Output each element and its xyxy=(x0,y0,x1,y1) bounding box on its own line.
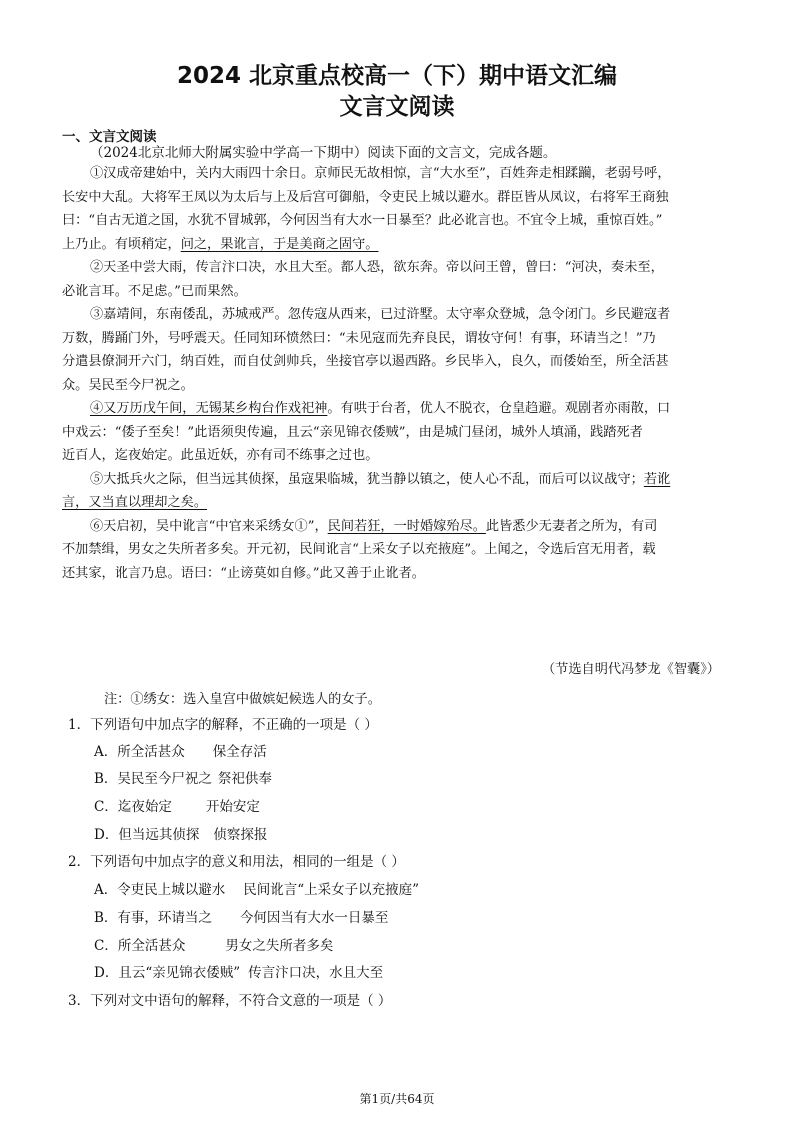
question-stem: 3．下列对文中语句的解释，不符合文意的一项是（ ） xyxy=(68,993,392,1009)
question-option xyxy=(94,767,272,787)
option-explanation: 祭祀供奉 xyxy=(217,771,272,787)
passage-text: 上乃止。有顷稍定， xyxy=(62,236,181,252)
option-explanation: 传言汴口决，水且大至 xyxy=(248,965,384,981)
question-option xyxy=(94,934,333,954)
option-text: A．所全活甚众 xyxy=(94,744,185,760)
passage-line: 近百人，迄夜始定。此虽近妖，亦有司不练事之过也。 xyxy=(62,448,379,463)
question-option xyxy=(94,878,419,898)
passage-line: 不加禁缉，男女之失所者多矣。开元初，民间讹言“上采女子以充掖庭”。上闻之，令选后宫无用者，载 xyxy=(62,542,656,557)
question-option xyxy=(94,740,267,760)
underlined-sentence: 民间若狂，一时婚嫁殆尽。 xyxy=(327,518,486,534)
passage-line xyxy=(62,233,722,257)
option-text: A．令吏民上城以避水 xyxy=(94,882,226,898)
option-explanation: 开始安定 xyxy=(205,799,260,815)
passage-line: 必讹言耳。不足虑。”已而果然。 xyxy=(62,283,247,299)
option-text: D．且云“亲见锦衣倭贼” xyxy=(94,965,241,981)
section-heading: 一、文言文阅读 xyxy=(62,129,157,145)
passage-line: ③嘉靖间，东南倭乱，苏城戒严。忽传寇从西来，已过浒墅。太守率众登城，急令闭门。乡民避寇者 xyxy=(90,307,671,322)
passage-line: 分遣县僚洞开六门，纳百姓，而自仗剑帅兵，坐接官亭以遏西路。乡民毕入，良久，而倭始至，所全活甚 xyxy=(62,354,669,369)
passage-line: ①汉成帝建始中，关内大雨四十余日。京师民无故相惊，言“大水至”，百姓奔走相蹂躏，老弱号呼， xyxy=(90,166,671,181)
section-intro: （2024北京北师大附属实验中学高一下期中）阅读下面的文言文，完成各题。 xyxy=(90,145,557,161)
passage-line: 长安中大乱。大将军王凤以为太后与上及后宫可御船，令吏民上城以避水。群臣皆从凤议，右将军王商独 xyxy=(62,189,669,205)
underlined-sentence: 问之，果讹言，于是美商之固守。 xyxy=(180,236,379,252)
question-option xyxy=(94,961,383,981)
underlined-sentence: 若讹 xyxy=(643,471,671,487)
option-explanation: 侦察探报 xyxy=(213,827,268,843)
option-explanation: 民间讹言“上采女子以充掖庭” xyxy=(243,882,420,898)
option-explanation: 男女之失所者多矣 xyxy=(225,938,334,954)
passage-line: ②天圣中尝大雨，传言汴口决，水且大至。都人恐，欲东奔。帝以问王曾，曾曰：“河决，奏未至， xyxy=(90,260,664,275)
passage-note: 注：①绣女：选入皇宫中做嫔妃候选人的女子。 xyxy=(104,692,381,707)
passage-line: 曰：“自古无道之国，水犹不冒城郭，今何因当有大水一日暴至？此必讹言也。不宜令上城，重惊百姓。” xyxy=(62,213,663,228)
document-title: 2024 北京重点校高一（下）期中语文汇编 xyxy=(176,63,618,89)
passage-text: 此皆悉少无妻者之所为，有司 xyxy=(485,518,658,534)
passage-line: 还其家，讹言乃息。语曰：“止谤莫如自修。”此又善于止讹者。 xyxy=(62,565,425,581)
passage-line: 万数，腾踊门外，号呼震天。任同知环愤然曰：“未见寇而先弃良民，谓妆守何！有事，环请当之！”乃 xyxy=(62,330,656,346)
option-text: B．吴民至今尸祝之 xyxy=(94,771,212,787)
passage-line xyxy=(90,515,722,539)
passage-source: （节选自明代冯梦龙《智囊》） xyxy=(541,662,720,677)
question-stem: 2．下列语句中加点字的意义和用法，相同的一组是（ ） xyxy=(68,854,405,870)
option-text: D．但当远其侦探 xyxy=(94,827,200,843)
option-explanation: 保全存活 xyxy=(212,744,267,760)
passage-line xyxy=(90,397,722,421)
passage-text: ⑤大抵兵火之际，但当远其侦探，虽寇果临城，犹当静以镇之，使人心不乱，而后可以议战守； xyxy=(90,471,644,487)
passage-line xyxy=(62,491,722,515)
passage-line: 众。吴民至今尸祝之。 xyxy=(62,377,194,393)
passage-line xyxy=(90,468,722,492)
option-text: B．有事，环请当之 xyxy=(94,910,212,926)
option-text: C．所全活甚众 xyxy=(94,938,186,954)
underlined-sentence: 言，又当直以理却之矣。 xyxy=(62,495,208,510)
passage-line: 中戏云：“倭子至矣！”此语须臾传遍，且云“亲见锦衣倭贼”，由是城门昼闭，城外人填涌，践踏死者 xyxy=(62,424,643,440)
classical-passage xyxy=(62,162,722,585)
passage-text: 。有哄于台者，优人不脱衣，仓皇趋避。观剧者亦雨散，口 xyxy=(327,401,671,416)
passage-text: ⑥天启初，吴中讹言“中官来采绣女①”， xyxy=(90,518,328,534)
document-subtitle: 文言文阅读 xyxy=(339,94,455,120)
question-option xyxy=(94,906,388,926)
option-text: C．迄夜始定 xyxy=(94,799,172,815)
page-number: 第1页/共64页 xyxy=(359,1092,435,1106)
question-option xyxy=(94,823,267,843)
question-option xyxy=(94,795,260,815)
question-stem: 1．下列语句中加点字的解释，不正确的一项是（ ） xyxy=(68,717,378,733)
underlined-sentence: ④又万历戊午间，无锡某乡构台作戏祀神 xyxy=(90,401,328,416)
option-explanation: 今何因当有大水一日暴至 xyxy=(239,910,389,926)
